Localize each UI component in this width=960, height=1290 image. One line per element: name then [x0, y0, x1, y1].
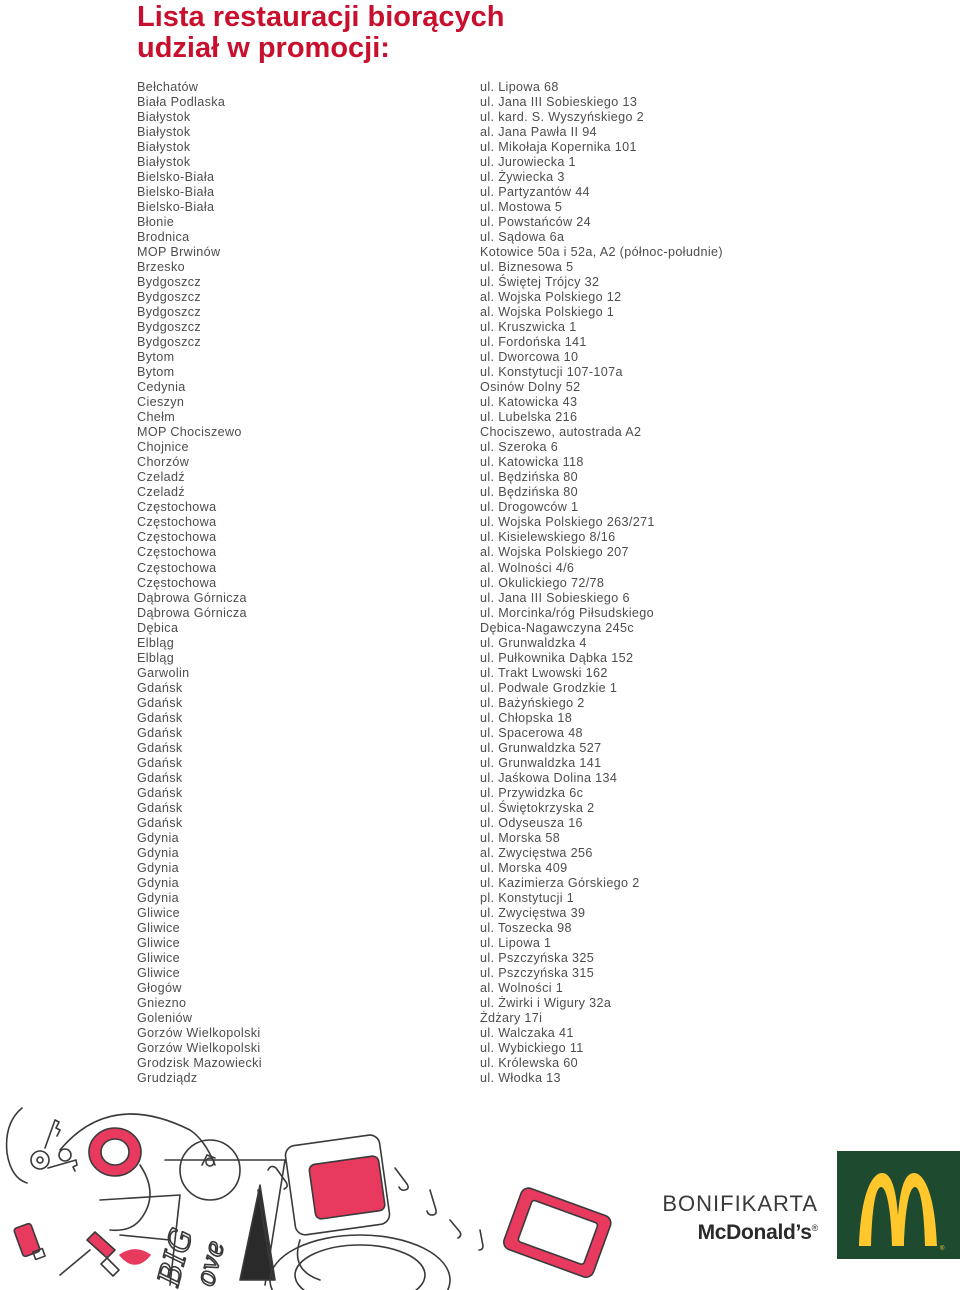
restaurant-address: ul. Żywiecka 3 — [480, 170, 565, 185]
brand-wordmark — [628, 1192, 818, 1245]
umbrella-icon — [240, 1185, 275, 1280]
restaurant-row — [137, 155, 757, 170]
restaurant-city: Bydgoszcz — [137, 275, 202, 290]
restaurant-list — [137, 80, 757, 1086]
restaurant-city: Gdańsk — [137, 710, 183, 725]
restaurant-row — [137, 651, 757, 666]
restaurant-address: ul. Partyzantów 44 — [480, 185, 590, 200]
restaurant-address: ul. Trakt Lwowski 162 — [480, 665, 608, 680]
restaurant-row — [137, 545, 757, 560]
restaurant-address: al. Zwycięstwa 256 — [480, 845, 593, 860]
illustration-text-big: BIG — [151, 1224, 201, 1290]
restaurant-address: ul. Grunwaldzka 141 — [480, 755, 602, 770]
restaurant-city: Garwolin — [137, 665, 190, 680]
restaurant-city: Grudziądz — [137, 1071, 198, 1086]
restaurant-address: ul. Kruszwicka 1 — [480, 320, 577, 335]
restaurant-city: Gniezno — [137, 995, 187, 1010]
restaurant-row — [137, 395, 757, 410]
restaurant-city: Chełm — [137, 410, 176, 425]
restaurant-row — [137, 696, 757, 711]
restaurant-address: ul. Fordońska 141 — [480, 335, 587, 350]
brand-line-bonifikarta: BONIFIKARTA — [662, 1191, 818, 1216]
restaurant-row — [137, 350, 757, 365]
restaurant-city: MOP Chociszewo — [137, 425, 242, 440]
restaurant-address: ul. Grunwaldzka 4 — [480, 635, 587, 650]
restaurant-row — [137, 110, 757, 125]
restaurant-row — [137, 756, 757, 771]
restaurant-row — [137, 921, 757, 936]
restaurant-city: Błonie — [137, 215, 175, 230]
restaurant-address: ul. Mostowa 5 — [480, 200, 563, 215]
restaurant-city: Częstochowa — [137, 530, 217, 545]
restaurant-address: ul. Żwirki i Wigury 32a — [480, 995, 612, 1010]
restaurant-address: ul. Lipowa 1 — [480, 935, 552, 950]
restaurant-city: Cieszyn — [137, 395, 185, 410]
restaurant-city: Gliwice — [137, 935, 181, 950]
restaurant-row — [137, 500, 757, 515]
restaurant-row — [137, 260, 757, 275]
restaurant-row — [137, 320, 757, 335]
restaurant-row — [137, 515, 757, 530]
restaurant-city: Gdańsk — [137, 725, 183, 740]
restaurant-city: Brodnica — [137, 230, 190, 245]
restaurant-city: Głogów — [137, 980, 182, 995]
restaurant-row — [137, 561, 757, 576]
restaurant-city: Białystok — [137, 110, 191, 125]
restaurant-city: Białystok — [137, 140, 191, 155]
restaurant-city: Gliwice — [137, 950, 181, 965]
restaurant-row — [137, 591, 757, 606]
wallet-icon — [284, 1134, 391, 1280]
restaurant-address: Chociszewo, autostrada A2 — [480, 425, 642, 440]
restaurant-row — [137, 966, 757, 981]
restaurant-address: ul. Szeroka 6 — [480, 440, 559, 455]
restaurant-address: ul. Pszczyńska 325 — [480, 950, 595, 965]
restaurant-address: ul. Wybickiego 11 — [480, 1041, 584, 1055]
restaurant-city: Gdańsk — [137, 755, 183, 770]
restaurant-city: Gdynia — [137, 860, 180, 875]
restaurant-address: ul. Podwale Grodzkie 1 — [480, 680, 618, 695]
restaurant-city: Biała Podlaska — [137, 95, 226, 110]
restaurant-row — [137, 786, 757, 801]
restaurant-address: ul. Toszecka 98 — [480, 920, 572, 935]
restaurant-row — [137, 621, 757, 636]
restaurant-address: ul. Przywidzka 6c — [480, 785, 584, 800]
restaurant-row — [137, 185, 757, 200]
restaurant-address: Osinów Dolny 52 — [480, 380, 581, 395]
restaurant-city: Bielsko-Biała — [137, 185, 215, 200]
restaurant-row — [137, 666, 757, 681]
page-title — [137, 2, 505, 64]
restaurant-address: ul. Świętokrzyska 2 — [480, 800, 595, 815]
restaurant-city: Gdynia — [137, 890, 180, 905]
restaurant-row — [137, 861, 757, 876]
restaurant-address: ul. Będzińska 80 — [480, 485, 579, 500]
restaurant-row — [137, 1041, 757, 1056]
headphones-icon — [60, 1114, 215, 1240]
restaurant-city: Chojnice — [137, 440, 189, 455]
restaurant-city: Białystok — [137, 155, 191, 170]
restaurant-row — [137, 245, 757, 260]
restaurant-city: Chorzów — [137, 455, 190, 470]
restaurant-city: Czeladź — [137, 470, 185, 485]
restaurant-city: Gdańsk — [137, 695, 183, 710]
restaurant-city: Gdańsk — [137, 740, 183, 755]
restaurant-row — [137, 200, 757, 215]
lips-icon — [120, 1250, 150, 1264]
restaurant-address: ul. Odyseusza 16 — [480, 815, 583, 830]
restaurant-row — [137, 455, 757, 470]
brand-name: McDonald’s — [697, 1221, 812, 1244]
restaurant-city: Gdańsk — [137, 770, 183, 785]
restaurant-address: pl. Konstytucji 1 — [480, 890, 575, 905]
restaurant-city: Bełchatów — [137, 80, 199, 94]
restaurant-city: Grodzisk Mazowiecki — [137, 1056, 262, 1071]
restaurant-row — [137, 636, 757, 651]
restaurant-address: ul. Jurowiecka 1 — [480, 155, 576, 170]
restaurant-row — [137, 876, 757, 891]
mcdonalds-arches-logo — [837, 1151, 960, 1259]
restaurant-city: Bydgoszcz — [137, 305, 202, 320]
restaurant-address: ul. Pułkownika Dąbka 152 — [480, 650, 634, 665]
restaurant-row — [137, 1071, 757, 1086]
restaurant-address: ul. Królewska 60 — [480, 1056, 578, 1071]
restaurant-row — [137, 80, 757, 95]
restaurant-address: ul. Pszczyńska 315 — [480, 965, 595, 980]
restaurant-row — [137, 95, 757, 110]
restaurant-address: ul. Morska 409 — [480, 860, 568, 875]
restaurant-address: ul. Katowicka 118 — [480, 455, 584, 470]
illustration-text-love: ove — [190, 1237, 232, 1290]
restaurant-address: ul. Jaśkowa Dolina 134 — [480, 770, 618, 785]
restaurant-city: Cedynia — [137, 380, 186, 395]
restaurant-address: ul. Okulickiego 72/78 — [480, 575, 605, 590]
restaurant-city: Gliwice — [137, 920, 181, 935]
restaurant-address: Dębica-Nagawczyna 245c — [480, 620, 635, 635]
restaurant-row — [137, 305, 757, 320]
restaurant-address: ul. Będzińska 80 — [480, 470, 579, 485]
restaurant-city: Elbląg — [137, 650, 175, 665]
restaurant-row — [137, 771, 757, 786]
restaurant-row — [137, 485, 757, 500]
restaurant-address: ul. Sądowa 6a — [480, 230, 565, 245]
restaurant-row — [137, 470, 757, 485]
restaurant-city: Elbląg — [137, 635, 175, 650]
restaurant-city: Brzesko — [137, 260, 185, 275]
restaurant-address: ul. Chłopska 18 — [480, 710, 573, 725]
illustration — [0, 1085, 960, 1290]
restaurant-city: Bielsko-Biała — [137, 170, 215, 185]
restaurant-city: MOP Brwinów — [137, 245, 221, 260]
restaurant-row — [137, 801, 757, 816]
restaurant-address: al. Wojska Polskiego 1 — [480, 305, 615, 320]
restaurant-row — [137, 606, 757, 621]
restaurant-address: ul. Lubelska 216 — [480, 410, 578, 425]
restaurant-address: ul. Morcinka/róg Piłsudskiego — [480, 605, 654, 620]
restaurant-row — [137, 335, 757, 350]
restaurant-address: ul. Mikołaja Kopernika 101 — [480, 140, 637, 155]
restaurant-row — [137, 741, 757, 756]
restaurant-city: Częstochowa — [137, 560, 217, 575]
restaurant-row — [137, 936, 757, 951]
restaurant-city: Dębica — [137, 620, 179, 635]
restaurant-address: al. Wolności 4/6 — [480, 560, 575, 575]
restaurant-address: Kotowice 50a i 52a, A2 (północ-południe) — [480, 245, 723, 260]
restaurant-city: Bydgoszcz — [137, 335, 202, 350]
restaurant-row — [137, 996, 757, 1011]
restaurant-address: al. Wojska Polskiego 207 — [480, 545, 629, 560]
restaurant-address: al. Wolności 1 — [480, 980, 564, 995]
restaurant-row — [137, 1026, 757, 1041]
restaurant-address: al. Jana Pawła II 94 — [480, 125, 597, 140]
restaurant-city: Gdynia — [137, 830, 180, 845]
restaurant-address: ul. Wojska Polskiego 263/271 — [480, 515, 655, 530]
restaurant-address: ul. Włodka 13 — [480, 1071, 561, 1086]
restaurant-row — [137, 681, 757, 696]
restaurant-row — [137, 576, 757, 591]
restaurant-row — [137, 891, 757, 906]
svg-text:®: ® — [940, 1246, 945, 1252]
restaurant-row — [137, 230, 757, 245]
keys-icon — [7, 1108, 77, 1183]
restaurant-row — [137, 410, 757, 425]
restaurant-city: Dąbrowa Górnicza — [137, 605, 247, 620]
restaurant-address: ul. Jana III Sobieskiego 13 — [480, 95, 638, 110]
restaurant-row — [137, 981, 757, 996]
restaurant-address: ul. Lipowa 68 — [480, 80, 559, 94]
restaurant-row — [137, 380, 757, 395]
restaurant-row — [137, 831, 757, 846]
restaurant-address: Żdżary 17i — [480, 1010, 543, 1025]
title-line-1: Lista restauracji biorących — [137, 1, 505, 33]
restaurant-address: ul. kard. S. Wyszyńskiego 2 — [480, 110, 645, 125]
restaurant-address: ul. Grunwaldzka 527 — [480, 740, 602, 755]
restaurant-city: Gdynia — [137, 845, 180, 860]
restaurant-city: Częstochowa — [137, 500, 217, 515]
restaurant-row — [137, 846, 757, 861]
restaurant-address: ul. Bażyńskiego 2 — [480, 695, 585, 710]
restaurant-city: Gliwice — [137, 905, 181, 920]
restaurant-row — [137, 140, 757, 155]
restaurant-city: Dąbrowa Górnicza — [137, 590, 247, 605]
mcdonalds-logo — [837, 1151, 960, 1259]
restaurant-address: ul. Kazimierza Górskiego 2 — [480, 875, 640, 890]
restaurant-city: Częstochowa — [137, 545, 217, 560]
restaurant-address: ul. Dworcowa 10 — [480, 350, 579, 365]
restaurant-address: ul. Spacerowa 48 — [480, 725, 583, 740]
restaurant-row — [137, 170, 757, 185]
restaurant-row — [137, 1056, 757, 1071]
restaurant-city: Goleniów — [137, 1010, 193, 1025]
title-line-2: udział w promocji: — [137, 32, 390, 64]
restaurant-city: Gdańsk — [137, 680, 183, 695]
restaurant-city: Białystok — [137, 125, 191, 140]
restaurant-city: Bytom — [137, 350, 175, 365]
restaurant-address: ul. Jana III Sobieskiego 6 — [480, 590, 630, 605]
restaurant-row — [137, 365, 757, 380]
restaurant-city: Bytom — [137, 365, 175, 380]
restaurant-address: ul. Kisielewskiego 8/16 — [480, 530, 616, 545]
restaurant-address: ul. Walczaka 41 — [480, 1025, 574, 1040]
usb-stick-icon — [13, 1223, 45, 1260]
restaurant-city: Gdynia — [137, 875, 180, 890]
restaurant-row — [137, 275, 757, 290]
restaurant-city: Częstochowa — [137, 575, 217, 590]
restaurant-address: ul. Morska 58 — [480, 830, 561, 845]
restaurant-row — [137, 1011, 757, 1026]
registered-mark: ® — [811, 1223, 818, 1233]
restaurant-row — [137, 215, 757, 230]
restaurant-row — [137, 425, 757, 440]
phone-icon — [502, 1186, 614, 1280]
restaurant-address: ul. Biznesowa 5 — [480, 260, 574, 275]
restaurant-city: Bydgoszcz — [137, 290, 202, 305]
restaurant-row — [137, 440, 757, 455]
restaurant-address: ul. Konstytucji 107-107a — [480, 365, 623, 380]
restaurant-city: Bydgoszcz — [137, 320, 202, 335]
brand-line-mcdonalds — [628, 1216, 818, 1245]
restaurant-city: Gdańsk — [137, 800, 183, 815]
lipstick-icon — [60, 1232, 119, 1276]
restaurant-row — [137, 290, 757, 305]
restaurant-row — [137, 125, 757, 140]
restaurant-city: Gliwice — [137, 965, 181, 980]
restaurant-row — [137, 726, 757, 741]
restaurant-city: Czeladź — [137, 485, 185, 500]
restaurant-address: ul. Świętej Trójcy 32 — [480, 275, 600, 290]
restaurant-city: Gdańsk — [137, 815, 183, 830]
restaurant-address: al. Wojska Polskiego 12 — [480, 290, 622, 305]
restaurant-address: ul. Drogowców 1 — [480, 500, 579, 515]
restaurant-address: ul. Katowicka 43 — [480, 395, 578, 410]
restaurant-address: ul. Powstańców 24 — [480, 215, 591, 230]
restaurant-address: ul. Zwycięstwa 39 — [480, 905, 586, 920]
restaurant-row — [137, 816, 757, 831]
restaurant-city: Bielsko-Biała — [137, 200, 215, 215]
restaurant-city: Gorzów Wielkopolski — [137, 1041, 261, 1055]
restaurant-row — [137, 530, 757, 545]
restaurant-row — [137, 951, 757, 966]
restaurant-city: Gorzów Wielkopolski — [137, 1025, 261, 1040]
restaurant-city: Częstochowa — [137, 515, 217, 530]
restaurant-row — [137, 906, 757, 921]
restaurant-row — [137, 711, 757, 726]
restaurant-city: Gdańsk — [137, 785, 183, 800]
